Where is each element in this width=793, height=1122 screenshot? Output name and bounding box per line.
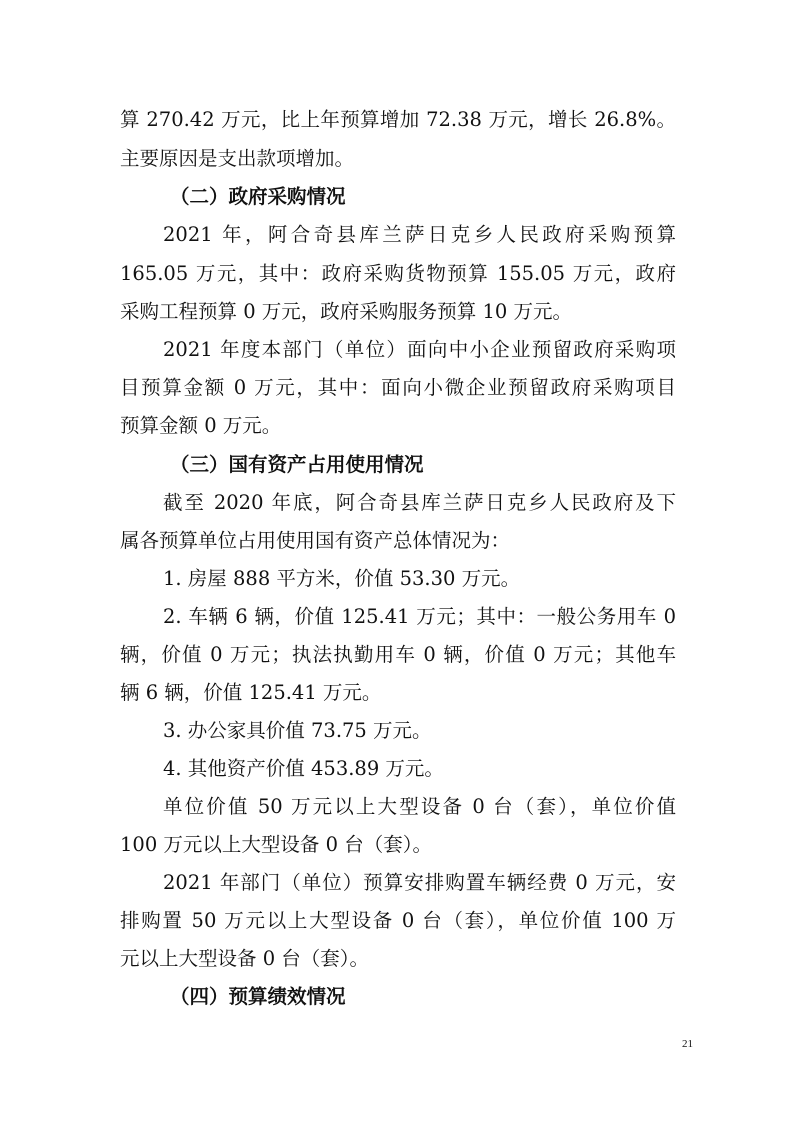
text-line: 算 270.42 万元，比上年预算增加 72.38 万元，增长 26.8%。 [120, 108, 676, 131]
page-number: 21 [682, 1038, 693, 1050]
section-heading: （二）政府采购情况 [170, 185, 346, 208]
text-line: 2021 年，阿合奇县库兰萨日克乡人民政府采购预算 [163, 223, 676, 246]
text-line: 目预算金额 0 万元，其中：面向小微企业预留政府采购项目 [120, 376, 676, 399]
list-item: 1. 房屋 888 平方米，价值 53.30 万元。 [163, 567, 521, 590]
text-line: 采购工程预算 0 万元，政府采购服务预算 10 万元。 [120, 300, 573, 323]
list-item: 2. 车辆 6 辆，价值 125.41 万元；其中：一般公务用车 0 [163, 605, 676, 628]
text-line: 辆，价值 0 万元；执法执勤用车 0 辆，价值 0 万元；其他车 [120, 643, 676, 666]
section-heading: （三）国有资产占用使用情况 [170, 453, 424, 476]
text-line: 100 万元以上大型设备 0 台（套）。 [120, 833, 432, 856]
text-line: 排购置 50 万元以上大型设备 0 台（套），单位价值 100 万 [120, 909, 676, 932]
text-line: 元以上大型设备 0 台（套）。 [120, 947, 370, 970]
text-line: 165.05 万元，其中：政府采购货物预算 155.05 万元，政府 [120, 262, 676, 285]
text-line: 单位价值 50 万元以上大型设备 0 台（套），单位价值 [163, 795, 676, 818]
list-item: 3. 办公家具价值 73.75 万元。 [163, 719, 432, 742]
text-line: 辆 6 辆，价值 125.41 万元。 [120, 681, 382, 704]
text-line: 2021 年部门（单位）预算安排购置车辆经费 0 万元，安 [163, 871, 676, 894]
text-line: 截至 2020 年底，阿合奇县库兰萨日克乡人民政府及下 [163, 491, 676, 514]
text-line: 主要原因是支出款项增加。 [120, 147, 355, 170]
section-heading: （四）预算绩效情况 [170, 985, 346, 1008]
text-line: 属各预算单位占用使用国有资产总体情况为： [120, 529, 511, 552]
list-item: 4. 其他资产价值 453.89 万元。 [163, 757, 444, 780]
text-line: 预算金额 0 万元。 [120, 414, 282, 437]
text-line: 2021 年度本部门（单位）面向中小企业预留政府采购项 [163, 338, 676, 361]
